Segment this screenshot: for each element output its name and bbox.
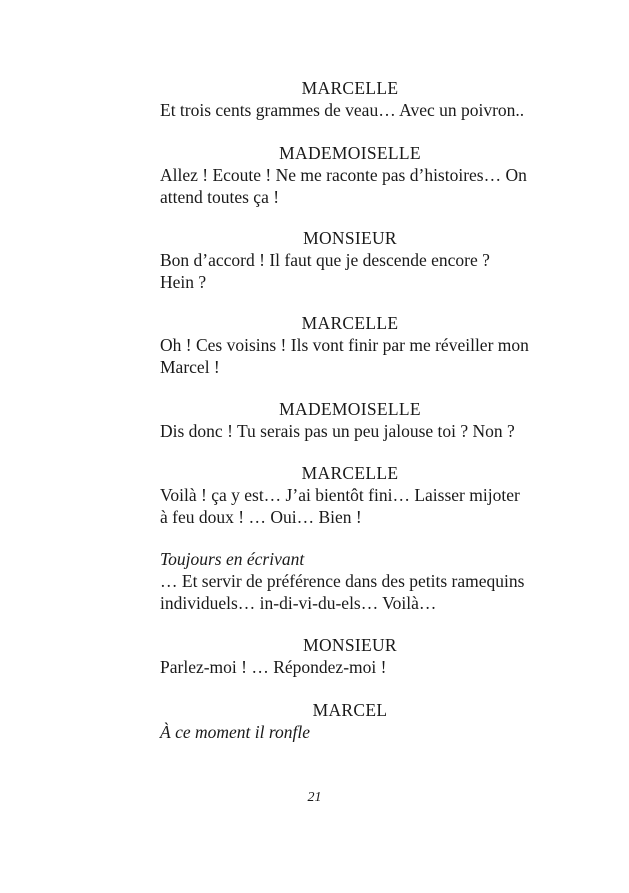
dialogue-line: individuels… in-di-vi-du-els… Voilà… — [160, 593, 437, 613]
dialogue-line: Hein ? — [160, 272, 207, 292]
dialogue-line: attend toutes ça ! — [160, 187, 280, 207]
dialogue-line: à feu doux ! … Oui… Bien ! — [160, 507, 362, 527]
speaker-name: MARCELLE — [301, 78, 399, 98]
stage-direction-block — [160, 548, 540, 614]
dialogue-block-marcelle-1 — [160, 77, 540, 121]
dialogue-block-marcelle-2 — [160, 312, 540, 378]
speaker-name: MARCELLE — [301, 463, 399, 483]
dialogue-line: Bon d’accord ! Il faut que je descende encore ? — [160, 250, 490, 270]
dialogue-line: Voilà ! ça y est… J’ai bientôt fini… Laisser mijoter — [160, 485, 520, 505]
speaker-name: MADEMOISELLE — [279, 399, 421, 419]
speaker-name: MARCELLE — [301, 313, 399, 333]
stage-direction: À ce moment il ronfle — [160, 722, 311, 742]
dialogue-line: Parlez-moi ! … Répondez-moi ! — [160, 657, 387, 677]
speaker-name: MONSIEUR — [303, 635, 397, 655]
dialogue-line: Et trois cents grammes de veau… Avec un poivron.. — [160, 100, 525, 120]
dialogue-block-monsieur-2 — [160, 634, 540, 678]
speaker-name: MONSIEUR — [303, 228, 397, 248]
dialogue-line: Allez ! Ecoute ! Ne me raconte pas d’histoires… On — [160, 165, 527, 185]
dialogue-line: Dis donc ! Tu serais pas un peu jalouse toi ? Non ? — [160, 421, 515, 441]
dialogue-block-mademoiselle-1 — [160, 142, 540, 208]
page-number: 21 — [307, 790, 322, 805]
dialogue-block-marcelle-3 — [160, 462, 540, 528]
dialogue-line: Oh ! Ces voisins ! Ils vont finir par me réveiller mon — [160, 335, 529, 355]
dialogue-line: Marcel ! — [160, 357, 220, 377]
dialogue-block-marcel — [160, 699, 540, 743]
speaker-name: MADEMOISELLE — [279, 143, 421, 163]
dialogue-line: … Et servir de préférence dans des petits ramequins — [160, 571, 525, 591]
dialogue-block-monsieur-1 — [160, 227, 540, 293]
stage-direction: Toujours en écrivant — [160, 549, 305, 569]
speaker-name: MARCEL — [312, 700, 388, 720]
dialogue-block-mademoiselle-2 — [160, 398, 540, 442]
